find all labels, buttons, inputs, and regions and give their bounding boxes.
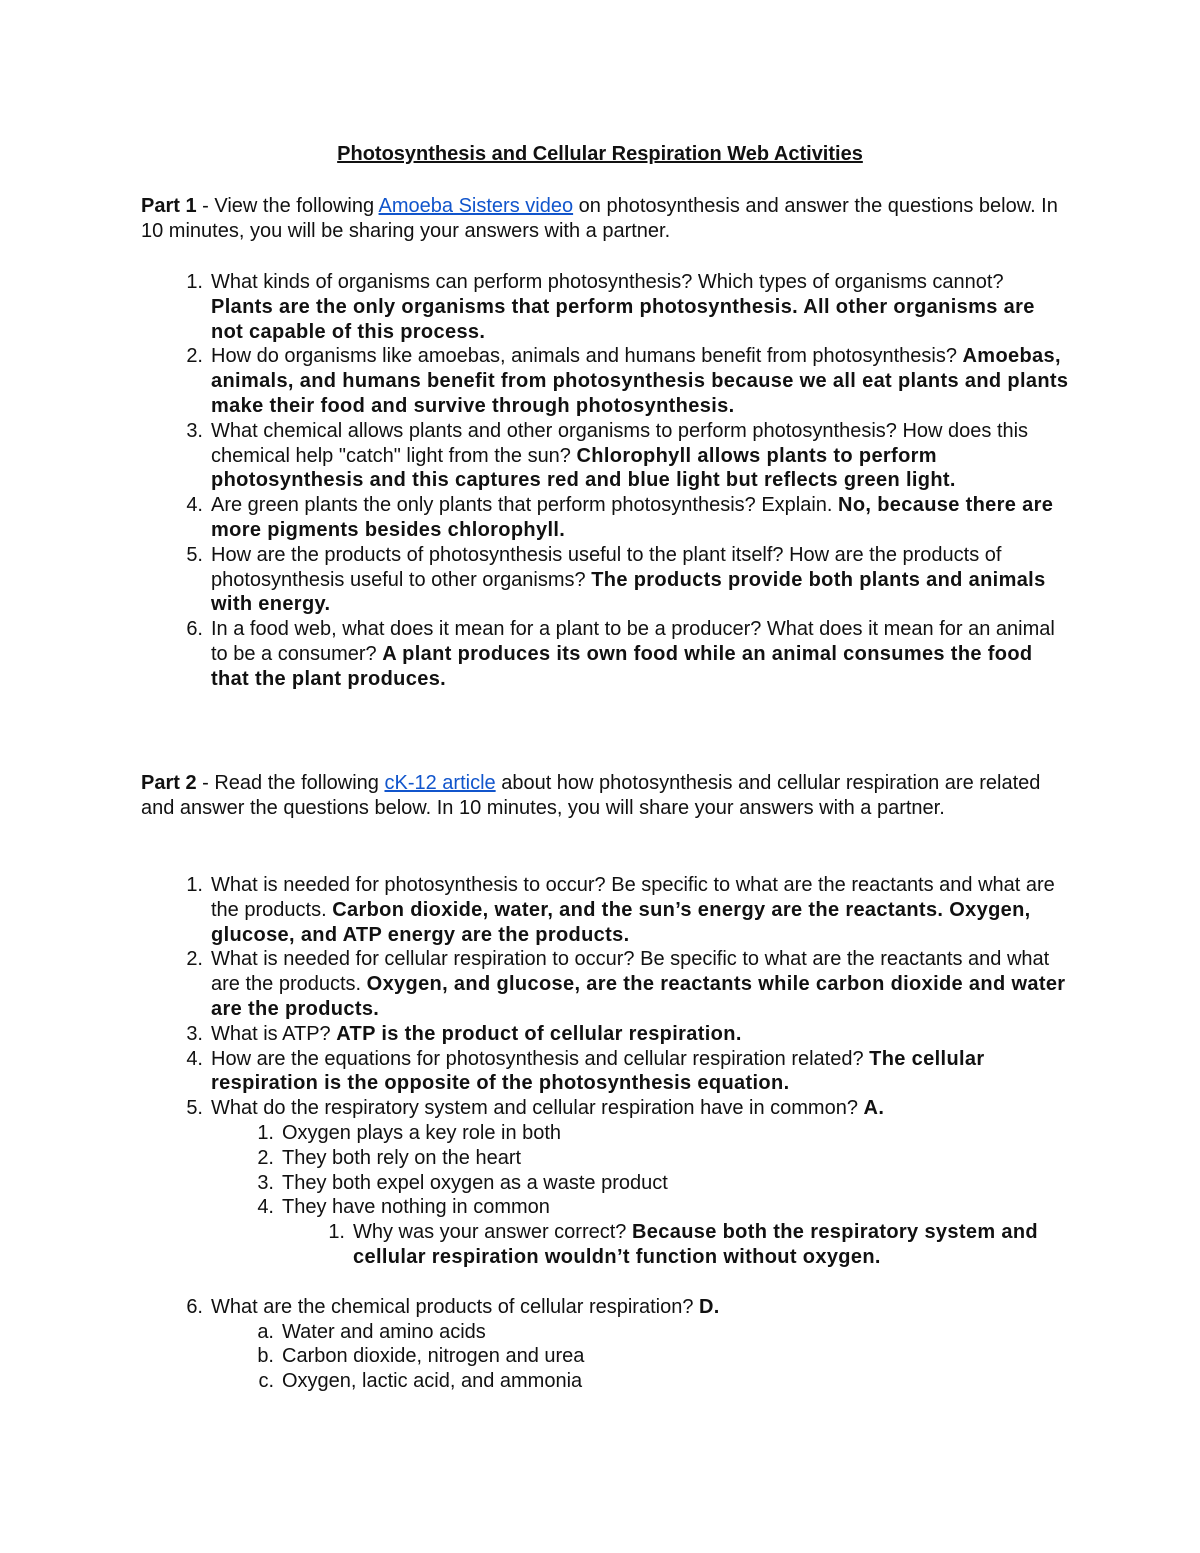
answer-text: Amoebas, animals, and humans benefit from photosynthesis because we all eat plants and plants make their food and survive through photosynthesis.: [211, 345, 1069, 417]
item-number: 5.: [186, 1097, 203, 1120]
option-letter: a.: [257, 1320, 274, 1343]
answer-text: The products provide both plants and animals with energy.: [211, 568, 1046, 616]
option-text: Carbon dioxide, nitrogen and urea: [282, 1345, 585, 1368]
option-item: [257, 1146, 1042, 1171]
part1-intro: [141, 194, 1061, 244]
option-text: Oxygen plays a key role in both: [282, 1121, 562, 1144]
question-text: What chemical allows plants and other organisms to perform photosynthesis? How does this chemical help "catch" light from the sun?: [211, 419, 1029, 467]
item-number: 6.: [186, 1295, 203, 1318]
answer-text: D.: [699, 1295, 720, 1318]
part2-label: Part 2: [141, 772, 197, 794]
option-number: 2.: [257, 1146, 274, 1169]
document-title: Photosynthesis and Cellular Respiration Web Activities: [337, 143, 863, 165]
option-number: 1.: [257, 1121, 274, 1144]
item-number: 4.: [186, 1047, 203, 1070]
item-number: 4.: [186, 494, 203, 517]
part2-intro-post: about how photosynthesis and cellular respiration are related and answer the questions below. In 10 minutes, you will share your answers with a partner.: [141, 772, 1041, 819]
option-number: 3.: [257, 1171, 274, 1194]
option-text: They both expel oxygen as a waste product: [282, 1171, 668, 1194]
list-item: [186, 543, 1071, 617]
question-text: What is needed for cellular respiration to occur? Be specific to what are the reactants and what are the products.: [211, 948, 1050, 996]
followup-answer: Because both the respiratory system and cellular respiration wouldn’t function without oxygen.: [353, 1221, 1038, 1268]
list-item: [186, 270, 1071, 344]
list-item: [186, 1295, 1071, 1394]
answer-text: Chlorophyll allows plants to perform photosynthesis and this captures red and blue light but reflects green light.: [211, 444, 956, 492]
question-text: What kinds of organisms can perform photosynthesis? Which types of organisms cannot?: [211, 271, 1004, 293]
answer-text: A plant produces its own food while an animal consumes the food that the plant produces.: [211, 642, 1033, 690]
option-text: Water and amino acids: [282, 1320, 486, 1343]
list-item: [186, 1022, 1071, 1047]
list-item: [186, 873, 1071, 947]
question-text: What is needed for photosynthesis to occur? Be specific to what are the reactants and what are the products.: [211, 874, 1055, 921]
question-text: What are the chemical products of cellular respiration?: [211, 1295, 700, 1318]
followup-number: 1.: [328, 1221, 345, 1244]
option-item: [258, 1369, 1042, 1394]
question-text: Are green plants the only plants that perform photosynthesis? Explain.: [211, 494, 839, 517]
list-item: [186, 344, 1071, 418]
list-item: [186, 1047, 1071, 1097]
option-text: Oxygen, lactic acid, and ammonia: [282, 1370, 583, 1393]
item-number: 1.: [186, 271, 203, 293]
item-number: 1.: [186, 874, 203, 896]
option-text: They both rely on the heart: [282, 1146, 522, 1169]
question-text: What is ATP?: [211, 1022, 337, 1045]
option-number: 4.: [257, 1196, 274, 1219]
answer-text: Plants are the only organisms that perform photosynthesis. All other organisms are not capable of this process.: [211, 295, 1035, 343]
part1-label: Part 1: [141, 195, 197, 217]
item-number: 3.: [186, 419, 203, 442]
item-number: 3.: [186, 1022, 203, 1045]
answer-text: A.: [863, 1097, 885, 1120]
q5-option-list: [257, 1121, 1042, 1270]
answer-text: ATP is the product of cellular respiration.: [336, 1022, 742, 1045]
part2-intro-pre: - Read the following: [196, 772, 385, 794]
followup-item: [328, 1220, 1053, 1270]
question-text: How are the products of photosynthesis useful to the plant itself? How are the products of photosynthesis useful to other organisms?: [211, 543, 1002, 591]
list-item: [186, 419, 1071, 493]
answer-text: Carbon dioxide, water, and the sun’s energy are the reactants. Oxygen, glucose, and ATP energy are the products.: [211, 898, 1031, 946]
ck12-article-link[interactable]: cK-12 article: [384, 772, 496, 794]
item-number: 2.: [186, 948, 203, 971]
option-item: [257, 1121, 1042, 1146]
option-text: They have nothing in common: [282, 1196, 550, 1219]
part1-intro-post: on photosynthesis and answer the questions below. In 10 minutes, you will be sharing your answers with a partner.: [141, 195, 1058, 242]
option-letter: b.: [257, 1345, 274, 1368]
option-item: [257, 1320, 1042, 1345]
question-text: How are the equations for photosynthesis and cellular respiration related?: [211, 1047, 870, 1070]
list-item: [186, 1096, 1071, 1270]
q5-followup-list: [328, 1220, 1053, 1270]
answer-text: Oxygen, and glucose, are the reactants while carbon dioxide and water are the products.: [211, 973, 1066, 1020]
question-text: In a food web, what does it mean for a plant to be a producer? What does it mean for an animal to be a consumer?: [211, 618, 1055, 665]
amoeba-sisters-video-link[interactable]: Amoeba Sisters video: [378, 195, 574, 217]
part1-intro-pre: - View the following: [196, 195, 379, 217]
question-text: How do organisms like amoebas, animals and humans benefit from photosynthesis?: [211, 345, 963, 368]
part1-question-list: [186, 270, 1071, 692]
item-number: 6.: [186, 618, 203, 641]
item-number: 2.: [186, 345, 203, 368]
question-text: What do the respiratory system and cellular respiration have in common?: [211, 1097, 864, 1120]
item-number: 5.: [186, 543, 203, 566]
option-item: [257, 1171, 1042, 1196]
option-item: [257, 1344, 1042, 1369]
part2-question-list: [186, 873, 1071, 1394]
list-item: [186, 493, 1071, 543]
part2-intro: [141, 771, 1061, 821]
followup-question: Why was your answer correct?: [353, 1221, 632, 1244]
answer-text: No, because there are more pigments besides chlorophyll.: [211, 494, 1054, 541]
option-letter: c.: [258, 1370, 274, 1393]
list-item: [186, 947, 1071, 1021]
q6-option-list: [257, 1320, 1042, 1394]
option-item: [257, 1195, 1042, 1269]
list-item: [186, 617, 1071, 691]
answer-text: The cellular respiration is the opposite of the photosynthesis equation.: [211, 1047, 985, 1095]
